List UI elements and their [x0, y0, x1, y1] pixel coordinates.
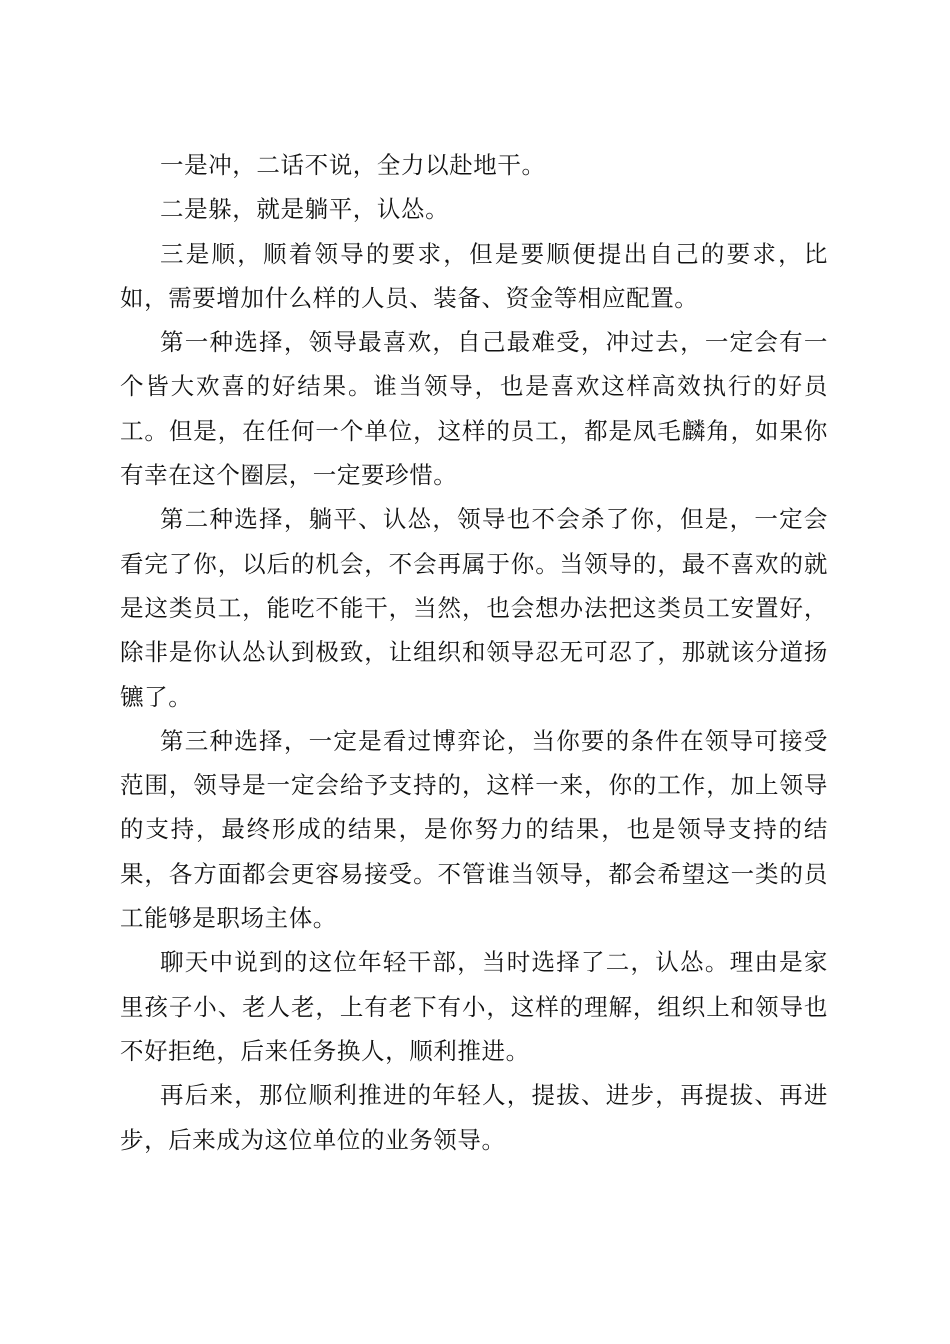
paragraph-option-1: 一是冲，二话不说，全力以赴地干。 — [160, 151, 546, 179]
paragraph-conclusion: 再后来，那位顺利推进的年轻人，提拔、进步，再提拔、再进步，后来成为这位单位的业务领导。 — [120, 1081, 828, 1154]
paragraph-option-3: 三是顺，顺着领导的要求，但是要顺便提出自己的要求，比如，需要增加什么样的人员、装备、资金等相应配置。 — [120, 239, 828, 312]
paragraph-choice-2: 第二种选择，躺平、认怂，领导也不会杀了你，但是，一定会看完了你，以后的机会，不会再属于你。当领导的，最不喜欢的就是这类员工，能吃不能干，当然，也会想办法把这类员工安置好，除非是你认怂认到极致，让组织和领导忍无可忍了，那就该分道扬镳了。 — [120, 505, 828, 711]
paragraph-choice-3: 第三种选择，一定是看过博弈论，当你要的条件在领导可接受范围，领导是一定会给予支持的，这样一来，你的工作，加上领导的支持，最终形成的结果，是你努力的结果，也是领导支持的结果，各方面都会更容易接受。不管谁当领导，都会希望这一类的员工能够是职场主体。 — [120, 726, 828, 933]
document-body — [120, 143, 828, 1162]
paragraph-option-2: 二是躲，就是躺平，认怂。 — [160, 195, 450, 224]
paragraph-choice-1: 第一种选择，领导最喜欢，自己最难受，冲过去，一定会有一个皆大欢喜的好结果。谁当领导，也是喜欢这样高效执行的好员工。但是，在任何一个单位，这样的员工，都是凤毛麟角，如果你有幸在这个圈层，一定要珍惜。 — [120, 328, 828, 490]
paragraph-young-cadre: 聊天中说到的这位年轻干部，当时选择了二，认怂。理由是家里孩子小、老人老，上有老下有小，这样的理解，组织上和领导也不好拒绝，后来任务换人，顺利推进。 — [120, 948, 828, 1065]
